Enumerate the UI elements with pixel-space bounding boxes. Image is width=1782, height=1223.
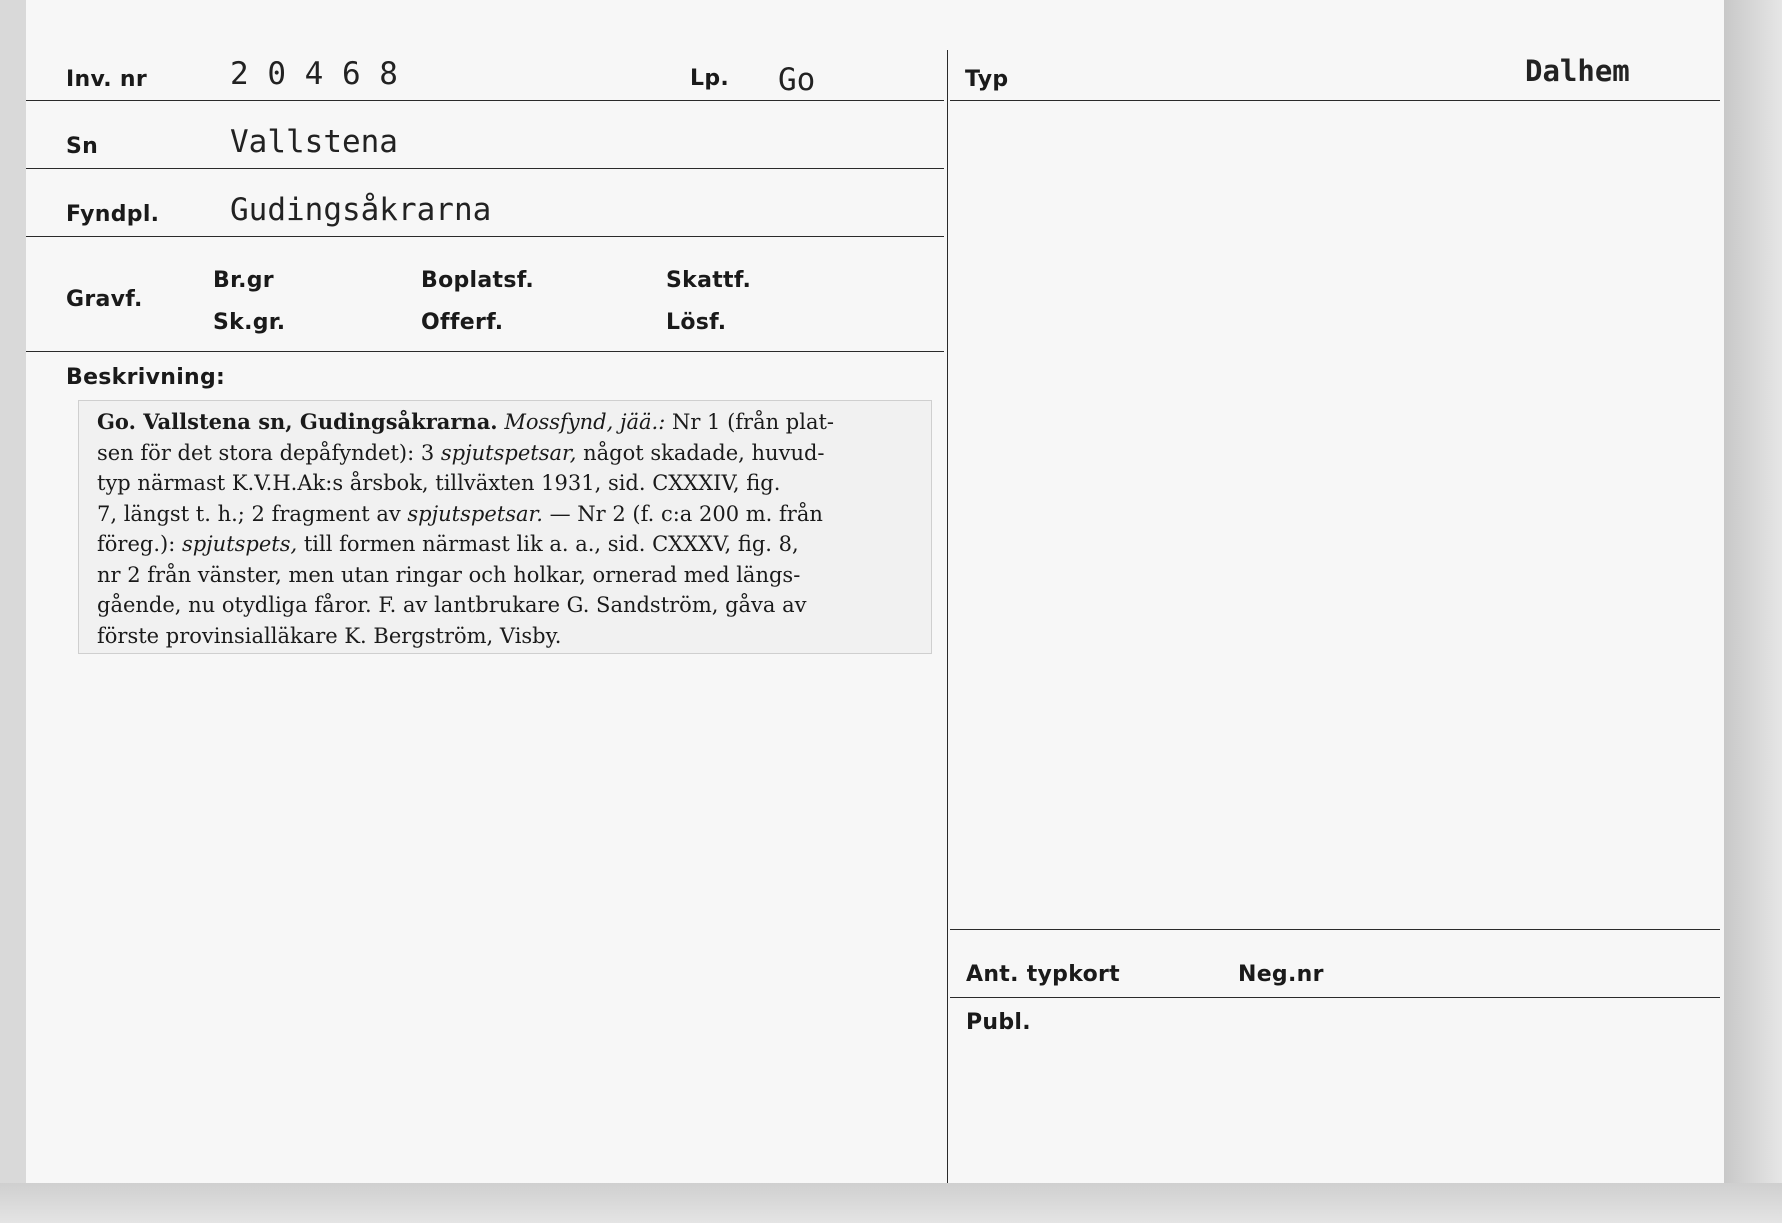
description-line (97, 468, 917, 499)
lp-label: Lp. (690, 66, 730, 91)
description-line (97, 529, 917, 560)
typ-value: Dalhem (1525, 54, 1630, 88)
offerf-label: Offerf. (421, 310, 504, 335)
fyndpl-value: Gudingsåkrarna (230, 192, 492, 228)
losf-label: Lösf. (666, 310, 727, 335)
description-line (97, 499, 917, 530)
inv-nr-label: Inv. nr (66, 67, 148, 92)
description-line (97, 621, 917, 652)
beskrivning-label: Beskrivning: (66, 365, 226, 390)
description-segment: spjutspetsar, (440, 440, 577, 465)
ant-typkort-label: Ant. typkort (966, 962, 1120, 987)
description-segment: spjutspets, (181, 532, 298, 556)
description-segment: Go. Vallstena sn, Gudingsåkrarna. (97, 409, 498, 434)
inv-nr-value: 2 0 4 6 8 (230, 56, 398, 92)
description-text (97, 407, 917, 651)
rule-sn (26, 168, 944, 169)
description-segment: förste provinsialläkare K. Bergström, Visby. (97, 623, 562, 648)
description-segment: Nr 1 (från plat- (665, 410, 835, 434)
description-segment: spjutspetsar. (407, 501, 543, 526)
gravf-label: Gravf. (66, 287, 143, 312)
description-segment: — Nr 2 (f. c:a 200 m. från (542, 501, 823, 526)
description-segment: 7, längst t. h.; 2 fragment av (97, 501, 408, 526)
description-line (97, 560, 917, 591)
description-line (97, 590, 917, 621)
fyndpl-label: Fyndpl. (66, 202, 160, 227)
scan-edge-right (1724, 0, 1782, 1183)
description-segment: föreg.): (97, 532, 182, 556)
boplatsf-label: Boplatsf. (421, 268, 535, 293)
rule-inv (26, 100, 944, 101)
rule-fyndpl (26, 236, 944, 237)
lp-value: Go (778, 62, 816, 98)
sn-value: Vallstena (230, 124, 398, 160)
typ-label: Typ (965, 67, 1009, 92)
description-segment: sen för det stora depåfyndet): 3 (97, 440, 441, 465)
skgr-label: Sk.gr. (213, 310, 286, 335)
description-segment: Mossfynd, jää.: (504, 410, 666, 434)
rule-gravf (26, 351, 944, 352)
description-segment: till formen närmast lik a. a., sid. CXXXV, fig. 8, (297, 532, 799, 556)
description-segment: nr 2 från vänster, men utan ringar och holkar, ornerad med längs- (97, 562, 801, 587)
description-segment: gående, nu otydliga fåror. F. av lantbrukare G. Sandström, gåva av (97, 593, 807, 617)
publ-label: Publ. (966, 1010, 1031, 1035)
skattf-label: Skattf. (666, 268, 752, 293)
scan-edge-bottom (0, 1183, 1782, 1223)
sn-label: Sn (66, 134, 99, 159)
description-line (97, 407, 917, 438)
description-line (97, 438, 917, 469)
column-divider (947, 50, 948, 1183)
description-segment: typ närmast K.V.H.Ak:s årsbok, tillväxten 1931, sid. CXXXIV, fig. (97, 471, 781, 495)
rule-ant-typkort-top (950, 929, 1720, 930)
neg-nr-label: Neg.nr (1238, 962, 1324, 987)
rule-publ-top (950, 997, 1720, 998)
brgr-label: Br.gr (213, 268, 274, 293)
description-segment: något skadade, huvud- (576, 440, 825, 465)
catalog-card (26, 0, 1724, 1183)
description-clipping (78, 400, 932, 654)
rule-typ (950, 100, 1720, 101)
